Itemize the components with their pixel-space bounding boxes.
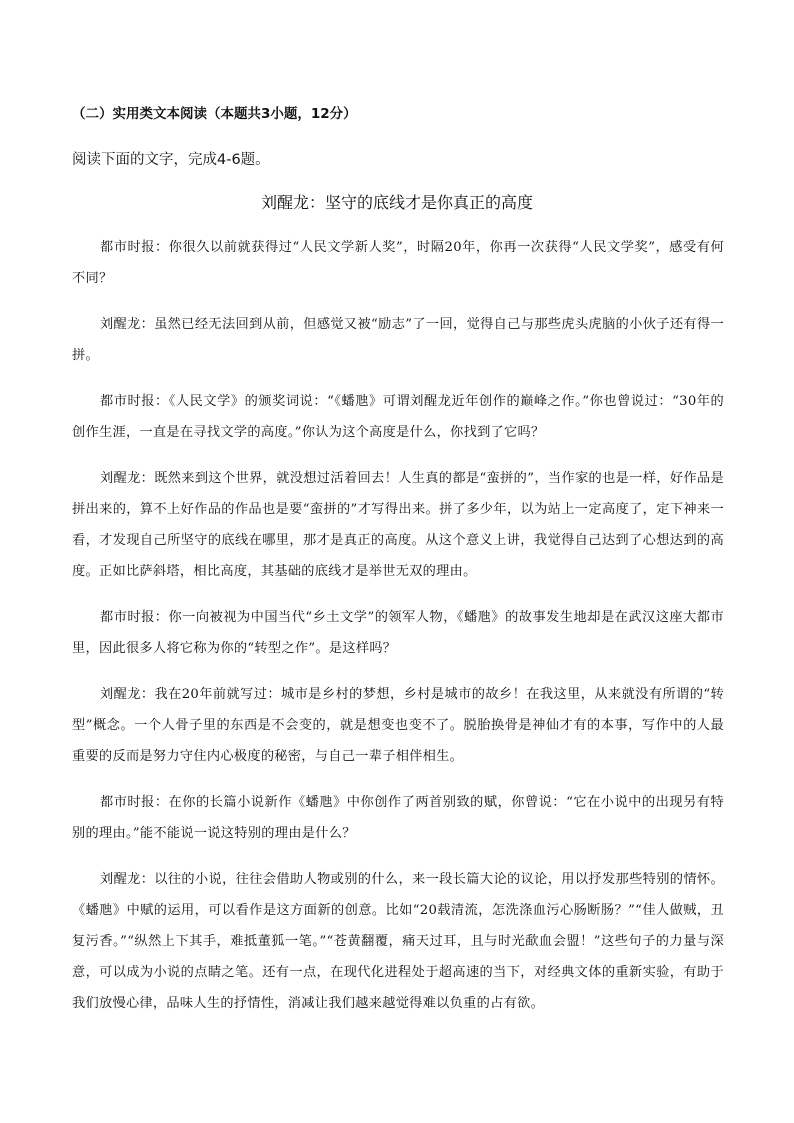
interview-paragraph: 刘醒龙：以往的小说，往往会借助人物或别的什么，来一段长篇大论的议论，用以抒发那些特别的情怀。《蟠虺》中赋的运用，可以看作是这方面新的创意。比如“20载清流，怎洗涤血污心肠断肠？”“佳人做贼，丑复污香。”“纵然上下其手，难抵董狐一笔。”“苍黄翻覆，痛天过耳，且与时光歃血会盟！”这些句子的力量与深意，可以成为小说的点睛之笔。还有一点，在现代化进程处于超高速的当下，对经典文体的重新实验，有助于我们放慢心律，品味人生的抒情性，消减让我们越来越觉得难以负重的占有欲。: [72, 872, 724, 1011]
interview-paragraph: 都市时报：你很久以前就获得过“人民文学新人奖”，时隔20年，你再一次获得“人民文学奖”，感受有何不同？: [72, 240, 724, 286]
section-heading: （二）实用类文本阅读（本题共3小题，12分）: [72, 106, 357, 122]
interview-paragraph: 都市时报：你一向被视为中国当代“乡土文学”的领军人物，《蟠虺》的故事发生地却是在武汉这座大都市里，因此很多人将它称为你的“转型之作”。是这样吗？: [72, 610, 724, 656]
article-title: 刘醒龙：坚守的底线才是你真正的高度: [260, 193, 533, 212]
reading-instruction: 阅读下面的文字，完成4-6题。: [72, 152, 270, 168]
interview-paragraph: 刘醒龙：既然来到这个世界，就没想过活着回去！人生真的都是“蛮拼的”，当作家的也是一样，好作品是拼出来的，算不上好作品的作品也是要“蛮拼的”才写得出来。拼了多少年，以为站上一定高度了，定下神来一看，才发现自己所坚守的底线在哪里，那才是真正的高度。从这个意义上讲，我觉得自己达到了心想达到的高度。正如比萨斜塔，相比高度，其基础的底线才是举世无双的理由。: [72, 471, 724, 579]
interview-paragraph: 刘醒龙：虽然已经无法回到从前，但感觉又被“励志”了一回，觉得自己与那些虎头虎脑的小伙子还有得一拼。: [72, 317, 724, 363]
interview-paragraph: 刘醒龙：我在20年前就写过：城市是乡村的梦想，乡村是城市的故乡！在我这里，从来就没有所谓的“转型”概念。一个人骨子里的东西是不会变的，就是想变也变不了。脱胎换骨是神仙才有的本事，写作中的人最重要的反而是努力守住内心极度的秘密，与自己一辈子相伴相生。: [72, 687, 724, 764]
interview-paragraph: 都市时报：在你的长篇小说新作《蟠虺》中你创作了两首别致的赋，你曾说：“它在小说中的出现另有特别的理由。”能不能说一说这特别的理由是什么？: [72, 795, 724, 841]
interview-paragraph: 都市时报：《人民文学》的颁奖词说：“《蟠虺》可谓刘醒龙近年创作的巅峰之作。”你也曾说过：“30年的创作生涯，一直是在寻找文学的高度。”你认为这个高度是什么，你找到了它吗？: [72, 394, 724, 440]
